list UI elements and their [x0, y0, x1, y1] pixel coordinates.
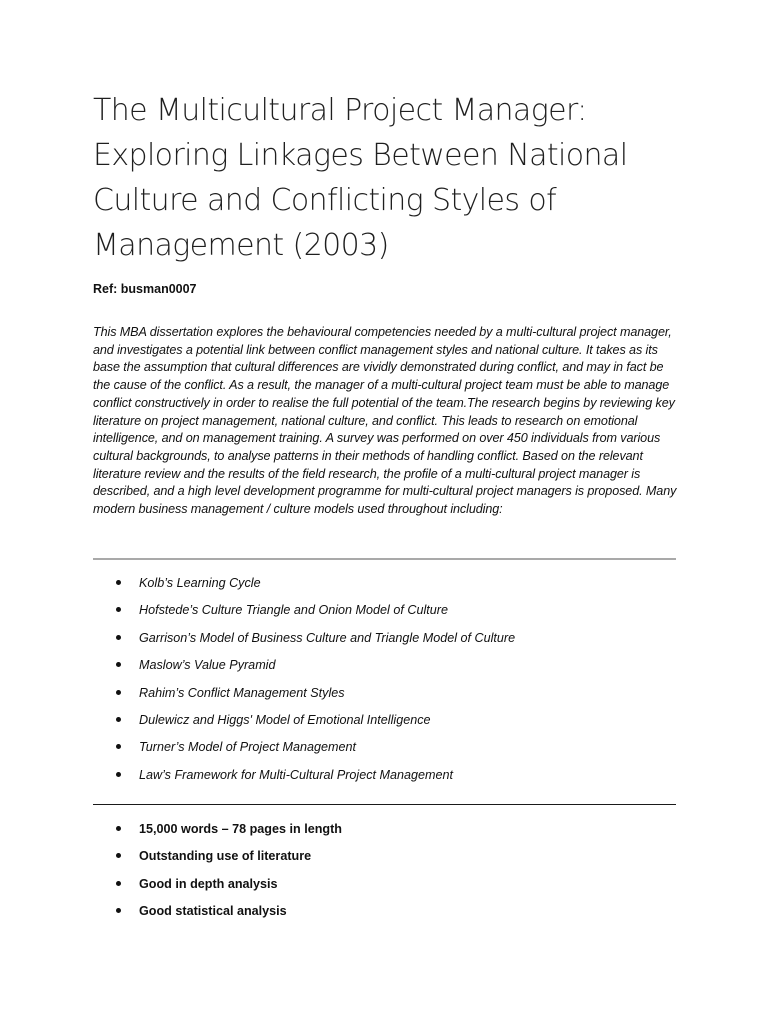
list-item — [0, 765, 700, 792]
bullet-icon — [116, 690, 121, 695]
list-item — [0, 600, 700, 627]
bullet-icon — [116, 580, 121, 585]
list-item — [0, 846, 700, 873]
list-item-text: Good statistical analysis — [139, 904, 287, 919]
list-item-text: Rahim’s Conflict Management Styles — [139, 685, 345, 700]
bullet-icon — [116, 717, 121, 722]
bullet-icon — [116, 607, 121, 612]
highlights-list — [0, 819, 700, 929]
bullet-icon — [116, 744, 121, 749]
list-item-text: Turner’s Model of Project Management — [139, 740, 356, 755]
list-item-text: Maslow’s Value Pyramid — [139, 658, 276, 673]
document-title: The Multicultural Project Manager: Exploring Linkages Between National Culture and Conflicting Styles of Management (2003) — [93, 93, 628, 263]
list-item-text: Kolb’s Learning Cycle — [139, 576, 261, 590]
list-item-text: 15,000 words – 78 pages in length — [139, 822, 342, 836]
list-item — [0, 819, 700, 846]
list-item-text: Law’s Framework for Multi-Cultural Project Management — [139, 767, 454, 782]
reference-code: Ref: busman0007 — [93, 282, 197, 296]
bullet-icon — [116, 853, 121, 858]
list-item — [0, 573, 700, 600]
list-item — [0, 655, 700, 682]
list-item-text: Dulewicz and Higgs' Model of Emotional Intelligence — [139, 712, 431, 727]
bullet-icon — [116, 826, 121, 831]
models-list — [0, 573, 700, 792]
list-item-text: Outstanding use of literature — [139, 849, 312, 864]
bullet-icon — [116, 662, 121, 667]
abstract-paragraph: This MBA dissertation explores the behavioural competencies needed by a multi-cultural project manager, and investigates a potential link between conflict management styles and national culture. It takes as its base the assumption that cultural differences are vividly demonstrated during conflict, and may in fact be the cause of the conflict. As a result, the manager of a multi-cultural project team must be able to manage conflict constructively in order to realise the full potential of the team.The research begins by reviewing key literature on project management, national culture, and conflict. This leads to research on emotional intelligence, and on management training. A survey was performed on over 450 individuals from various cultural backgrounds, to analyse patterns in their methods of handling conflict. Based on the relevant literature review and the results of the field research, the profile of a multi-cultural project manager is described, and a high level development programme for multi-cultural project managers is proposed. Many modern business management / culture models used throughout including: — [93, 325, 677, 517]
list-item — [0, 874, 700, 901]
list-item-text: Garrison’s Model of Business Culture and Triangle Model of Culture — [139, 630, 516, 645]
list-item — [0, 710, 700, 737]
list-item-text: Hofstede’s Culture Triangle and Onion Model of Culture — [139, 603, 448, 618]
list-item-text: Good in depth analysis — [139, 876, 278, 891]
section-divider-grey — [93, 558, 676, 560]
list-item — [0, 901, 700, 928]
bullet-icon — [116, 772, 121, 777]
section-divider-black — [93, 804, 676, 805]
bullet-icon — [116, 635, 121, 640]
list-item — [0, 737, 700, 764]
list-item — [0, 683, 700, 710]
bullet-icon — [116, 908, 121, 913]
list-item — [0, 628, 700, 655]
bullet-icon — [116, 881, 121, 886]
